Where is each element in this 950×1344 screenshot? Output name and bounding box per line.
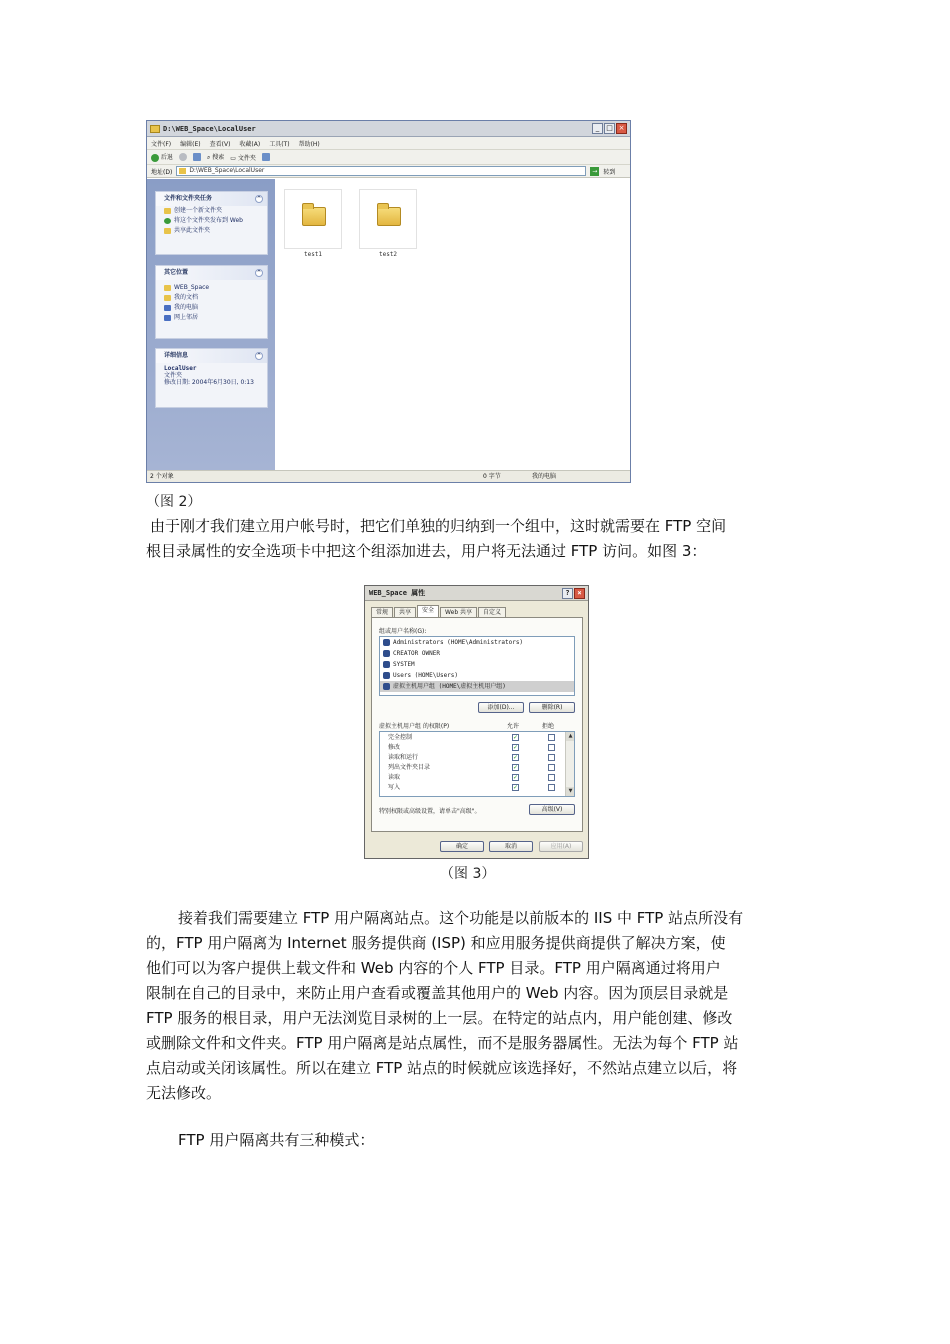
user-row[interactable]: Administrators (HOME\Administrators) xyxy=(380,637,574,648)
paragraph-line: 的，FTP 用户隔离为 Internet 服务提供商 (ISP) 和应用服务提供商提供了解决方案，使 xyxy=(146,934,726,952)
users-label: 组或用户名称(G): xyxy=(379,628,427,635)
address-label: 地址(D) xyxy=(151,168,173,176)
remove-button[interactable]: 删除(R) xyxy=(529,702,575,713)
menu-help[interactable]: 帮助(H) xyxy=(298,140,320,148)
task-pane xyxy=(147,179,275,470)
tab-web-sharing[interactable]: Web 共享 xyxy=(440,607,477,617)
cancel-button[interactable]: 取消 xyxy=(489,841,533,852)
deny-checkbox[interactable] xyxy=(548,754,555,761)
deny-checkbox[interactable] xyxy=(548,744,555,751)
apply-button[interactable]: 应用(A) xyxy=(539,841,583,852)
explorer-titlebar xyxy=(147,121,630,137)
permissions-scrollbar[interactable] xyxy=(565,732,574,796)
details-panel xyxy=(155,348,268,408)
allow-checkbox[interactable]: ✓ xyxy=(513,774,519,781)
folders-button[interactable]: ▭ 文件夹 xyxy=(230,154,256,162)
permissions-label: 虚拟主机用户组 的权限(P) xyxy=(379,723,450,730)
paragraph-line: 无法修改。 xyxy=(146,1084,222,1102)
search-label: 搜索 xyxy=(212,154,225,161)
folder-label: test2 xyxy=(378,251,398,258)
folder-label: test1 xyxy=(303,251,323,258)
paragraph-line: 根目录属性的安全选项卡中把这个组添加进去，用户将无法通过 FTP 访问。如图 3： xyxy=(146,542,707,560)
folders-label: 文件夹 xyxy=(237,154,256,162)
permission-label: 读取和运行 xyxy=(388,754,419,761)
details-info xyxy=(156,363,267,388)
maximize-icon[interactable]: □ xyxy=(604,123,615,134)
search-button[interactable]: ⌕ 搜索 xyxy=(206,154,225,161)
permission-label: 完全控制 xyxy=(388,734,413,741)
status-location: 我的电脑 xyxy=(532,473,557,480)
folder-item-test1[interactable] xyxy=(284,189,342,249)
paragraph-line: FTP 服务的根目录，用户无法浏览目录树的上一层。在特定的站点内，用户能创建、修改 xyxy=(146,1009,733,1027)
file-view xyxy=(275,179,630,470)
views-icon[interactable] xyxy=(262,153,270,161)
up-folder-icon[interactable] xyxy=(193,153,201,161)
status-size: 0 字节 xyxy=(483,473,501,480)
back-arrow-icon xyxy=(151,154,159,162)
advanced-hint: 特别权限或高级设置，请单击"高级"。 xyxy=(379,808,481,815)
figure-3-caption: （图 3） xyxy=(440,866,496,882)
figure-2-caption: （图 2） xyxy=(146,494,202,510)
go-label[interactable]: 转到 xyxy=(603,168,616,176)
close-icon[interactable]: × xyxy=(574,588,585,599)
paragraph-line: 他们可以为客户提供上载文件和 Web 内容的个人 FTP 目录。FTP 用户隔离通过将用户 xyxy=(146,959,721,977)
permission-row xyxy=(380,763,560,773)
deny-checkbox[interactable] xyxy=(548,784,555,791)
deny-checkbox[interactable] xyxy=(548,734,555,741)
close-icon[interactable]: × xyxy=(616,123,627,134)
folder-icon xyxy=(302,207,326,226)
explorer-title: D:\WEB_Space\LocalUser xyxy=(163,124,256,133)
paragraph-2 xyxy=(146,906,806,1106)
folder-icon xyxy=(150,125,160,133)
explorer-window-screenshot xyxy=(146,120,631,483)
status-objects: 2 个对象 xyxy=(150,473,174,480)
permission-label: 写入 xyxy=(388,784,401,791)
allow-header: 允许 xyxy=(507,723,520,730)
permission-label: 修改 xyxy=(388,744,401,751)
permission-label: 读取 xyxy=(388,774,401,781)
properties-dialog-screenshot xyxy=(364,585,589,859)
paragraph-line: 由于刚才我们建立用户帐号时，把它们单独的归纳到一个组中，这时就需要在 FTP 空间 xyxy=(150,517,727,535)
deny-checkbox[interactable] xyxy=(548,764,555,771)
tab-custom[interactable]: 自定义 xyxy=(478,607,506,617)
scroll-up-icon[interactable]: ▲ xyxy=(566,732,575,741)
tab-sharing[interactable]: 共享 xyxy=(394,607,416,617)
collapse-chevron-icon[interactable]: ^ xyxy=(256,196,262,202)
tasks-panel xyxy=(155,191,268,255)
allow-checkbox[interactable]: ✓ xyxy=(513,734,519,741)
place-my-computer[interactable]: 我的电脑 xyxy=(156,303,267,313)
paragraph-1 xyxy=(146,514,806,564)
help-icon[interactable]: ? xyxy=(562,588,573,599)
permission-row xyxy=(380,733,560,743)
toolbar xyxy=(147,149,630,164)
folder-icon xyxy=(377,207,401,226)
collapse-chevron-icon[interactable]: ^ xyxy=(256,270,262,276)
place-network[interactable]: 网上邻居 xyxy=(156,313,267,323)
permission-label: 列出文件夹目录 xyxy=(388,764,431,771)
details-type: 文件夹 xyxy=(164,372,183,379)
menu-edit[interactable]: 编辑(E) xyxy=(180,140,201,148)
status-bar xyxy=(147,470,630,482)
address-bar xyxy=(147,164,630,178)
place-my-documents[interactable]: 我的文档 xyxy=(156,293,267,303)
other-places-panel xyxy=(155,265,268,339)
tab-security[interactable]: 安全 xyxy=(417,605,439,617)
back-label: 后退 xyxy=(160,154,173,162)
forward-arrow-icon[interactable] xyxy=(179,153,187,161)
minimize-icon[interactable]: _ xyxy=(592,123,603,134)
menu-view[interactable]: 查看(V) xyxy=(209,140,231,148)
users-listbox[interactable] xyxy=(379,636,575,696)
security-tab-page xyxy=(371,617,583,832)
dialog-title: WEB_Space 属性 xyxy=(369,589,426,597)
paragraph-line: 限制在自己的目录中，来防止用户查看或覆盖其他用户的 Web 内容。因为顶层目录就是 xyxy=(146,984,729,1002)
permission-row xyxy=(380,753,560,763)
task-share-folder[interactable]: 共享此文件夹 xyxy=(156,226,267,236)
deny-header: 拒绝 xyxy=(542,723,555,730)
go-arrow-icon[interactable]: → xyxy=(592,167,598,175)
collapse-chevron-icon[interactable]: ^ xyxy=(256,353,262,359)
details-name: LocalUser xyxy=(164,365,197,372)
user-row-selected[interactable]: 虚拟主机用户组 (HOME\虚拟主机用户组) xyxy=(380,681,574,692)
allow-checkbox[interactable]: ✓ xyxy=(513,784,519,791)
back-button[interactable] xyxy=(151,152,173,162)
task-publish-web[interactable]: 将这个文件夹发布到 Web xyxy=(156,216,246,226)
user-row[interactable]: SYSTEM xyxy=(380,659,574,670)
dialog-titlebar xyxy=(365,586,588,601)
details-modified: 修改日期: 2004年6月30日, 0:13 xyxy=(164,379,254,386)
other-places-title[interactable]: 其它位置 ^ xyxy=(156,266,267,280)
paragraph-line: 点启动或关闭该属性。所以在建立 FTP 站点的时候就应该选择好，不然站点建立以后，将 xyxy=(146,1059,738,1077)
ok-button[interactable]: 确定 xyxy=(440,841,484,852)
task-new-folder[interactable]: 创建一个新文件夹 xyxy=(156,206,267,216)
menu-favorites[interactable]: 收藏(A) xyxy=(239,140,261,148)
tab-strip xyxy=(371,607,506,617)
menu-bar xyxy=(147,137,630,149)
permission-row xyxy=(380,783,560,793)
menu-tools[interactable]: 工具(T) xyxy=(269,140,290,148)
allow-checkbox[interactable]: ✓ xyxy=(513,764,519,771)
deny-checkbox[interactable] xyxy=(548,774,555,781)
permissions-list[interactable] xyxy=(379,731,575,797)
paragraph-line: 或删除文件和文件夹。FTP 用户隔离是站点属性，而不是服务器属性。无法为每个 FTP 站 xyxy=(146,1034,739,1052)
user-row[interactable]: CREATOR OWNER xyxy=(380,648,574,659)
place-web-space[interactable]: WEB_Space xyxy=(156,283,267,293)
permission-row xyxy=(380,743,560,753)
paragraph-line: 接着我们需要建立 FTP 用户隔离站点。这个功能是以前版本的 IIS 中 FTP 站点所没有 xyxy=(178,909,744,927)
scroll-down-icon[interactable]: ▼ xyxy=(566,787,575,796)
allow-checkbox[interactable]: ✓ xyxy=(513,744,519,751)
menu-file[interactable]: 文件(F) xyxy=(151,140,172,148)
advanced-button[interactable]: 高级(V) xyxy=(529,804,575,815)
user-row[interactable]: Users (HOME\Users) xyxy=(380,670,574,681)
add-button[interactable]: 添加(D)... xyxy=(478,702,524,713)
details-title[interactable]: 详细信息 ^ xyxy=(156,349,267,363)
tasks-panel-title[interactable]: 文件和文件夹任务 ^ xyxy=(156,192,267,206)
permission-row xyxy=(380,773,560,783)
paragraph-3: FTP 用户隔离共有三种模式： xyxy=(178,1131,375,1149)
allow-checkbox[interactable]: ✓ xyxy=(513,754,519,761)
tab-general[interactable]: 常规 xyxy=(371,607,393,617)
address-input[interactable]: D:\WEB_Space\LocalUser xyxy=(176,166,586,176)
folder-item-test2[interactable] xyxy=(359,189,417,249)
